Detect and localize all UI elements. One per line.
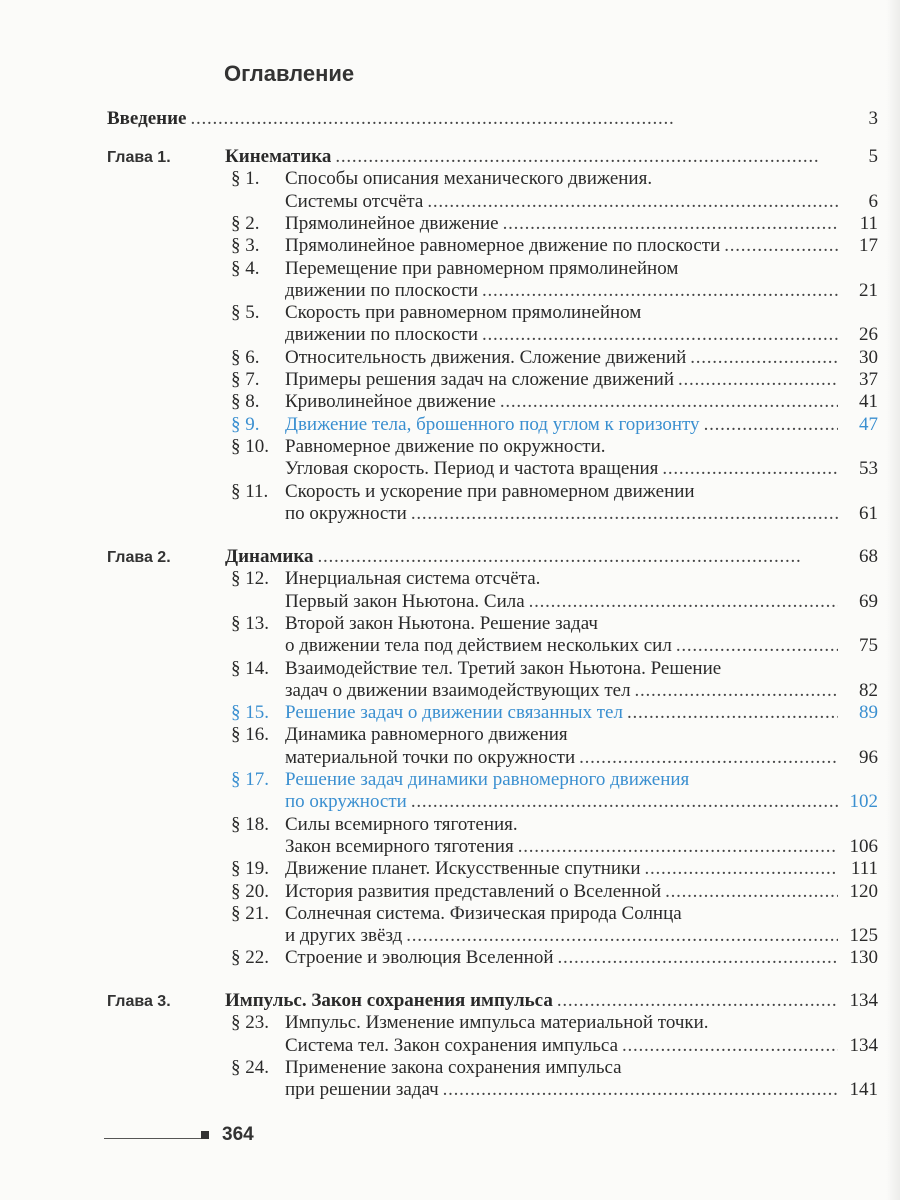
section-number: § 4. — [231, 257, 260, 279]
dot-leader — [427, 191, 838, 213]
section-entry[interactable] — [285, 680, 878, 702]
chapter-title: Кинематика — [225, 146, 332, 167]
section-title: Взаимодействие тел. Третий закон Ньютона. Решение — [285, 657, 722, 679]
section-title: Силы всемирного тяготения. — [285, 813, 518, 835]
section-title-continued: по окружности — [285, 502, 407, 524]
dot-leader — [443, 1079, 838, 1101]
section-entry[interactable] — [231, 881, 878, 903]
section-entry-line[interactable] — [231, 258, 678, 280]
section-entry[interactable] — [231, 947, 878, 969]
section-entry[interactable] — [285, 836, 878, 858]
section-title-continued: материальной точки по окружности — [285, 746, 576, 768]
page-ref: 47 — [859, 413, 878, 435]
section-entry-line[interactable] — [231, 1057, 622, 1079]
page-ref: 41 — [859, 391, 878, 413]
section-entry-line[interactable] — [231, 658, 721, 680]
page-ref: 82 — [859, 679, 878, 701]
section-entry-line[interactable] — [231, 903, 682, 925]
section-title: Применение закона сохранения импульса — [285, 1056, 622, 1078]
dot-leader — [518, 836, 838, 858]
chapter-title: Импульс. Закон сохранения импульса — [225, 990, 553, 1011]
page-ref: 5 — [868, 146, 878, 167]
section-number: § 22. — [231, 947, 269, 969]
chapter-heading[interactable] — [107, 990, 878, 1013]
section-number: § 9. — [231, 413, 260, 435]
page-edge-shadow — [886, 0, 900, 1200]
section-number: § 24. — [231, 1056, 269, 1078]
page-title: Оглавление — [224, 61, 355, 86]
section-title: Относительность движения. Сложение движений — [285, 346, 687, 368]
section-entry[interactable] — [285, 324, 878, 346]
page-ref: 134 — [849, 990, 878, 1011]
dot-leader — [503, 213, 838, 235]
chapter-label: Глава 1. — [107, 149, 171, 166]
dot-leader — [482, 324, 838, 346]
dot-leader — [665, 881, 838, 903]
section-title: Инерциальная система отсчёта. — [285, 568, 541, 590]
section-title-continued: Система тел. Закон сохранения импульса — [285, 1034, 619, 1056]
chapter-heading[interactable] — [107, 546, 878, 569]
page-ref: 141 — [849, 1079, 878, 1101]
section-title-continued: движении по плоскости — [285, 279, 478, 301]
dot-leader — [500, 391, 838, 413]
section-entry[interactable] — [285, 458, 878, 480]
section-entry-line[interactable] — [231, 1012, 709, 1034]
section-title: Строение и эволюция Вселенной — [285, 947, 554, 969]
intro-label: Введение — [107, 108, 187, 129]
section-title: Солнечная система. Физическая природа Солнца — [285, 902, 682, 924]
section-title: Скорость и ускорение при равномерном движении — [285, 480, 695, 502]
dot-leader — [335, 146, 838, 168]
section-number: § 14. — [231, 657, 269, 679]
dot-leader — [662, 458, 838, 480]
section-title-continued: Угловая скорость. Период и частота вращения — [285, 458, 659, 480]
section-title: Прямолинейное движение — [285, 212, 499, 234]
section-title: Перемещение при равномерном прямолинейном — [285, 257, 679, 279]
section-title-continued: Системы отсчёта — [285, 190, 424, 212]
chapter-heading[interactable] — [107, 146, 878, 169]
section-entry[interactable] — [231, 369, 878, 391]
page-ref: 61 — [859, 502, 878, 524]
dot-leader — [676, 635, 838, 657]
section-entry[interactable] — [285, 591, 878, 613]
page-ref: 75 — [859, 635, 878, 657]
section-number: § 21. — [231, 902, 269, 924]
page-ref: 53 — [859, 458, 878, 480]
section-entry[interactable] — [285, 280, 878, 302]
section-entry-line[interactable] — [231, 168, 652, 190]
section-title-continued: Первый закон Ньютона. Сила — [285, 590, 525, 612]
footer-square-marker — [201, 1131, 209, 1139]
section-number: § 13. — [231, 612, 269, 634]
page-ref: 102 — [849, 791, 878, 813]
dot-leader — [579, 747, 838, 769]
section-entry-line[interactable] — [231, 481, 695, 503]
section-entry[interactable] — [285, 635, 878, 657]
dot-leader — [635, 680, 838, 702]
page-ref: 17 — [859, 235, 878, 257]
section-number: § 11. — [231, 480, 269, 502]
section-number: § 12. — [231, 568, 269, 590]
dot-leader — [318, 546, 838, 568]
section-title: Динамика равномерного движения — [285, 724, 568, 746]
page-ref: 6 — [868, 190, 878, 212]
page-ref: 89 — [859, 702, 878, 724]
section-number: § 7. — [231, 369, 260, 390]
dot-leader — [678, 369, 838, 391]
section-entry[interactable] — [231, 414, 878, 436]
chapter-title: Динамика — [225, 546, 314, 567]
page-ref: 125 — [849, 925, 878, 947]
chapter-label: Глава 2. — [107, 549, 171, 566]
section-title: Второй закон Ньютона. Решение задач — [285, 612, 598, 634]
dot-leader — [411, 791, 838, 813]
section-title: Равномерное движение по окружности. — [285, 435, 606, 457]
section-entry-line[interactable] — [231, 568, 540, 590]
page-ref: 69 — [859, 590, 878, 612]
section-title: Движение тела, брошенного под углом к горизонту — [285, 413, 700, 435]
section-number: § 15. — [231, 702, 269, 724]
page-ref: 37 — [859, 369, 878, 390]
section-title-continued: Закон всемирного тяготения — [285, 835, 514, 857]
dot-leader — [627, 702, 838, 724]
page-ref: 11 — [859, 212, 878, 234]
section-entry-line[interactable] — [231, 436, 606, 458]
section-entry[interactable] — [231, 347, 878, 369]
section-title: История развития представлений о Вселенной — [285, 880, 662, 902]
section-number: § 18. — [231, 813, 269, 835]
page-ref: 68 — [859, 546, 878, 567]
footer-rule — [104, 1138, 201, 1139]
page-ref: 130 — [849, 947, 878, 969]
section-title: Движение планет. Искусственные спутники — [285, 858, 641, 880]
section-title-continued: движении по плоскости — [285, 324, 478, 346]
dot-leader — [558, 947, 839, 969]
section-number: § 19. — [231, 858, 269, 880]
page-ref: 30 — [859, 346, 878, 368]
section-entry-line[interactable] — [231, 769, 689, 791]
section-number: § 8. — [231, 391, 260, 413]
toc-entry[interactable] — [107, 108, 878, 130]
section-title: Импульс. Изменение импульса материальной точки. — [285, 1012, 709, 1034]
dot-leader — [406, 925, 838, 947]
section-title-continued: задач о движении взаимодействующих тел — [285, 679, 631, 701]
chapter-label: Глава 3. — [107, 993, 171, 1010]
section-title-continued: и других звёзд — [285, 925, 403, 947]
section-entry[interactable] — [231, 235, 878, 257]
dot-leader — [191, 108, 839, 130]
dot-leader — [529, 591, 838, 613]
section-title: Решение задач динамики равномерного движения — [285, 769, 690, 790]
section-number: § 6. — [231, 346, 260, 368]
section-title: Решение задач о движении связанных тел — [285, 702, 623, 724]
section-title-continued: по окружности — [285, 791, 407, 813]
section-entry[interactable] — [285, 503, 878, 525]
dot-leader — [622, 1035, 838, 1057]
section-entry-line[interactable] — [231, 613, 598, 635]
section-entry[interactable] — [285, 1079, 878, 1101]
section-number: § 1. — [231, 168, 260, 190]
dot-leader — [645, 858, 839, 880]
section-entry[interactable] — [231, 702, 878, 724]
section-entry-line[interactable] — [231, 814, 518, 836]
page-ref: 96 — [859, 746, 878, 768]
page-ref: 26 — [859, 324, 878, 346]
page-ref: 106 — [849, 835, 878, 857]
section-entry[interactable] — [231, 391, 878, 413]
section-title: Криволинейное движение — [285, 391, 496, 413]
section-title-continued: о движении тела под действием нескольких сил — [285, 635, 672, 657]
section-title: Примеры решения задач на сложение движений — [285, 369, 675, 390]
dot-leader — [704, 414, 838, 436]
section-title: Способы описания механического движения. — [285, 168, 653, 190]
section-number: § 2. — [231, 212, 260, 234]
section-entry-line[interactable] — [231, 302, 641, 324]
dot-leader — [411, 503, 838, 525]
section-number: § 17. — [231, 769, 269, 790]
section-number: § 23. — [231, 1012, 269, 1034]
section-entry-line[interactable] — [231, 724, 568, 746]
section-number: § 16. — [231, 724, 269, 746]
section-entry[interactable] — [285, 1035, 878, 1057]
dot-leader — [690, 347, 838, 369]
section-title-continued: при решении задач — [285, 1079, 439, 1101]
page-ref: 134 — [849, 1034, 878, 1056]
section-entry[interactable] — [231, 858, 878, 880]
dot-leader — [724, 235, 838, 257]
page-ref: 120 — [849, 880, 878, 902]
page-ref: 21 — [859, 279, 878, 301]
page-number: 364 — [222, 1124, 254, 1145]
section-entry[interactable] — [285, 925, 878, 947]
section-number: § 3. — [231, 235, 260, 257]
dot-leader — [482, 280, 838, 302]
page-ref: 111 — [850, 858, 878, 880]
page-ref: 3 — [868, 108, 878, 129]
section-title: Прямолинейное равномерное движение по плоскости — [285, 235, 721, 257]
section-number: § 20. — [231, 880, 269, 902]
dot-leader — [557, 990, 838, 1012]
section-entry[interactable] — [231, 213, 878, 235]
section-entry[interactable] — [285, 747, 878, 769]
section-number: § 10. — [231, 435, 269, 457]
section-entry[interactable] — [285, 791, 878, 813]
section-number: § 5. — [231, 302, 260, 324]
section-title: Скорость при равномерном прямолинейном — [285, 302, 642, 324]
section-entry[interactable] — [285, 191, 878, 213]
